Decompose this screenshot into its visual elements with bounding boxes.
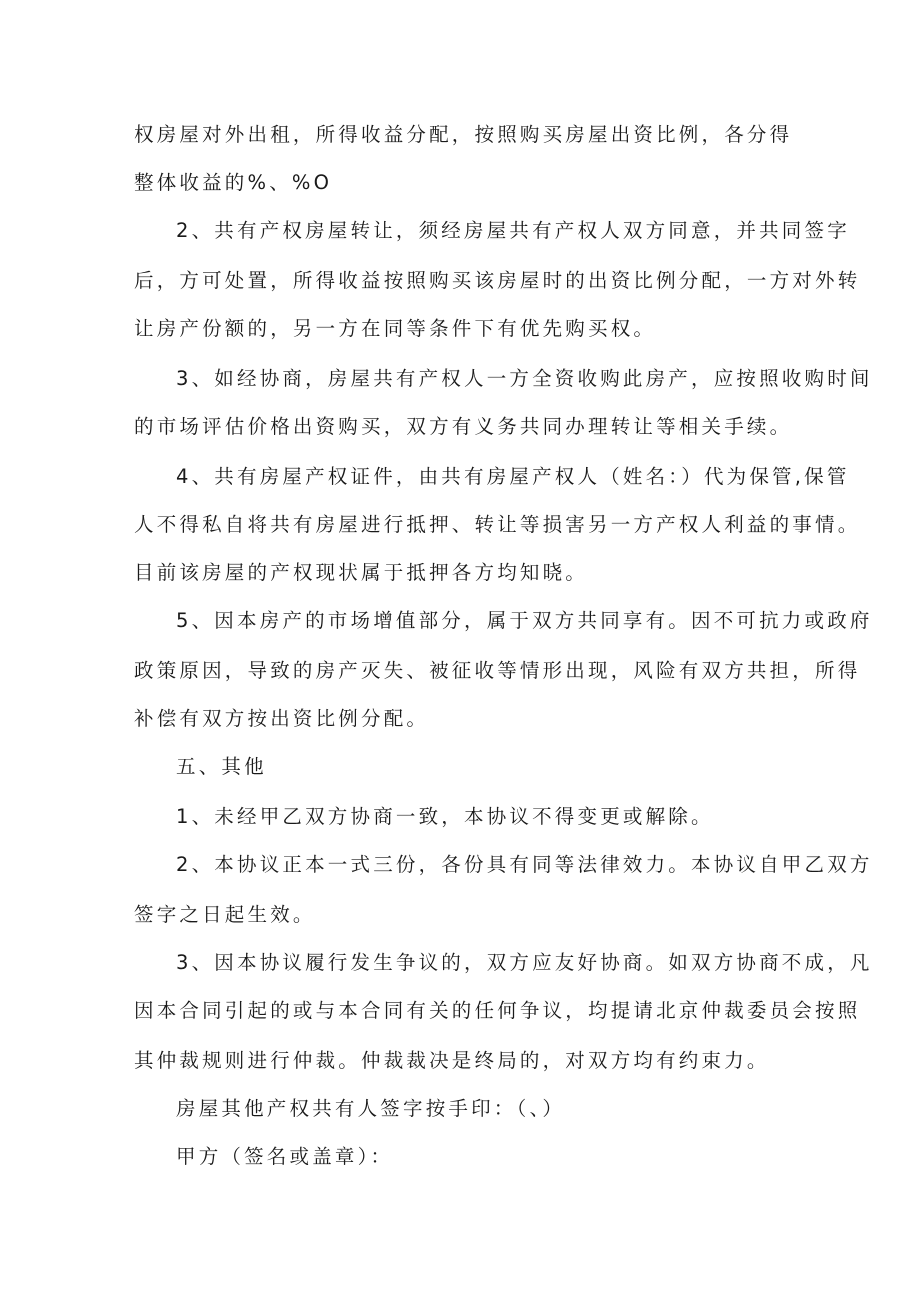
text-line: 3、因本协议履行发生争议的，双方应友好协商。如双方协商不成，凡	[176, 951, 873, 974]
text-line: 政策原因，导致的房产灭失、被征收等情形出现，风险有双方共担，所得	[134, 659, 861, 682]
text-line: 3、如经协商，房屋共有产权人一方全资收购此房产，应按照收购时间	[176, 367, 873, 390]
text-line: 1、未经甲乙双方协商一致，本协议不得变更或解除。	[176, 805, 714, 828]
text-line: 权房屋对外出租，所得收益分配，按照购买房屋出资比例，各分得	[134, 123, 793, 146]
text-line: 后，方可处置，所得收益按照购买该房屋时的出资比例分配，一方对外转	[134, 269, 861, 292]
text-line: 补偿有双方按出资比例分配。	[134, 707, 430, 730]
text-line: 其仲裁规则进行仲裁。仲裁裁决是终局的，对双方均有约束力。	[134, 1049, 770, 1072]
text-line: 让房产份额的，另一方在同等条件下有优先购买权。	[134, 317, 657, 340]
text-line: 2、本协议正本一式三份，各份具有同等法律效力。本协议自甲乙双方	[176, 853, 873, 876]
signature-line: 甲方（签名或盖章）：	[176, 1145, 394, 1168]
text-line: 目前该房屋的产权现状属于抵押各方均知晓。	[134, 561, 589, 584]
text-line: 签字之日起生效。	[134, 903, 316, 926]
text-line: 因本合同引起的或与本合同有关的任何争议，均提请北京仲裁委员会按照	[134, 999, 861, 1022]
text-line: 的市场评估价格出资购买，双方有义务共同办理转让等相关手续。	[134, 415, 793, 438]
text-line: 2、共有产权房屋转让，须经房屋共有产权人双方同意，并共同签字	[176, 219, 850, 242]
section-heading: 五、其他	[176, 755, 267, 778]
signature-line: 房屋其他产权共有人签字按手印：（、）	[176, 1097, 566, 1120]
text-line: 整体收益的%、%O	[134, 171, 333, 194]
text-line: 人不得私自将共有房屋进行抵押、转让等损害另一方产权人利益的事情。	[134, 513, 861, 536]
text-line: 5、因本房产的市场增值部分，属于双方共同享有。因不可抗力或政府	[176, 609, 873, 632]
text-line: 4、共有房屋产权证件，由共有房屋产权人（姓名：）代为保管,保管	[176, 465, 850, 488]
